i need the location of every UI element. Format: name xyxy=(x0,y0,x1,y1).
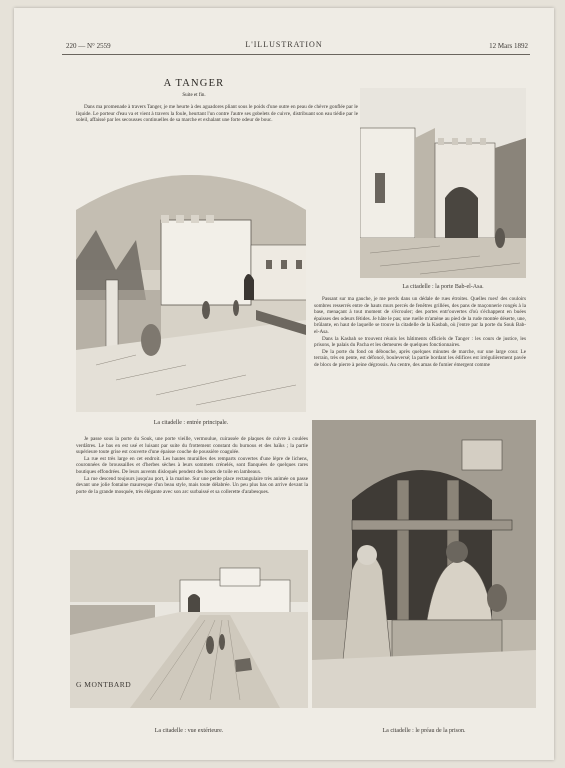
caption-entrance: La citadelle : entrée principale. xyxy=(153,420,229,426)
caption-exterior: La citadelle : vue extérieure. xyxy=(154,728,224,734)
paragraph: De la porte du fond on débouche, après quelques minutes de marche, sur une large cour. Le terrain, très en pente, est défoncé, bouleversé; la partie bordant les édifices est irrégulièrement pavée de blocs de pierre à peine dégrossis. Au centre, des amas de fumier émergent comme xyxy=(314,348,526,368)
paragraph: Dans ma promenade à travers Tanger, je me heurte à des aguadores pliant sous le poids d'une outre en peau de chèvre gonflée par le liquide. Le porteur d'eau va et vient à travers la foule, heurtant l'un contre l'autre ses gobelets de cuivre, distribuant son eau tiédie par le soleil, affaissé par les secousses continuelles de sa marche et exhalant une forte odeur de bouc. xyxy=(76,104,358,124)
article-title: A TANGER xyxy=(163,78,225,89)
journal-title: L'ILLUSTRATION xyxy=(245,40,323,49)
issue-date: 12 Mars 1892 xyxy=(489,42,528,50)
caption-prison: La citadelle : le préau de la prison. xyxy=(382,728,466,734)
article-subtitle: Suite et fin. xyxy=(182,93,206,98)
paragraph: La rue est très large en cet endroit. Les hautes murailles des remparts couvertes d'une lèpre de lichens, couronnées de broussailles et d'herbes sèches à leurs sommets crénelés, sont flanquées de quelques rares boutiques effondrées. De leurs auvents disloqués pendent des bouts de toile en lambeaux. xyxy=(76,455,308,475)
caption-gate: La citadelle : la porte Bab-el-Asa. xyxy=(402,284,484,290)
illustration-prison xyxy=(312,420,536,708)
paragraph: Dans la Kasbah se trouvent réunis les bâtiments officiels de Tanger : les cours de justice, les prisons, le palais du Pacha et les demeures de quelques fonctionnaires. xyxy=(314,335,526,349)
page-number: 220 — N° 2559 xyxy=(66,42,111,50)
illustration-gate xyxy=(360,88,526,278)
paragraph: Je passe sous la porte du Souk, une porte vieille, vermoulue, cuirassée de plaques de cuivre à coulées verdâtres. Le bas en est usé et luisant par suite du frottement constant du burnous et des haïks ; la partie supérieure toute grise est couverte d'une épaisse couche de poussière coagulée. xyxy=(76,436,308,456)
magazine-page xyxy=(14,8,554,760)
header-rule xyxy=(62,54,530,55)
paragraph: La rue descend toujours jusqu'au port, à la marine. Sur une petite place rectangulaire très animée on passe devant une jolie fontaine mauresque d'un beau style, mais toute délabrée. Un peu plus bas on arrive devant la porte de la grande mosquée, très élégante avec son arc surbaissé et sa collerette d'arabesques. xyxy=(76,475,308,495)
illustration-entrance xyxy=(76,150,306,412)
text-block-left xyxy=(76,436,308,495)
engraver-signature: G MONTBARD xyxy=(76,680,132,689)
text-block-intro xyxy=(76,104,358,124)
paragraph: Passant sur ma gauche, je me perds dans un dédale de rues étroites. Quelles rues! des couloirs sombres resserrés entre de hauts murs percés de fenêtres grillées, des pans de maçonnerie rongés à la base, menaçant à tout moment de s'écrouler; des portes entr'ouvertes d'où s'échappent en buées épaisses des odeurs fétides. Je hâte le pas; une ruelle m'amène au pied de la rude montée déserte, une, brûlante, en haut de laquelle se trouve la citadelle de la Kasbah, où j'entre par la porte du Souk Bab-el-Asa. xyxy=(314,296,526,335)
text-block-right xyxy=(314,296,526,369)
